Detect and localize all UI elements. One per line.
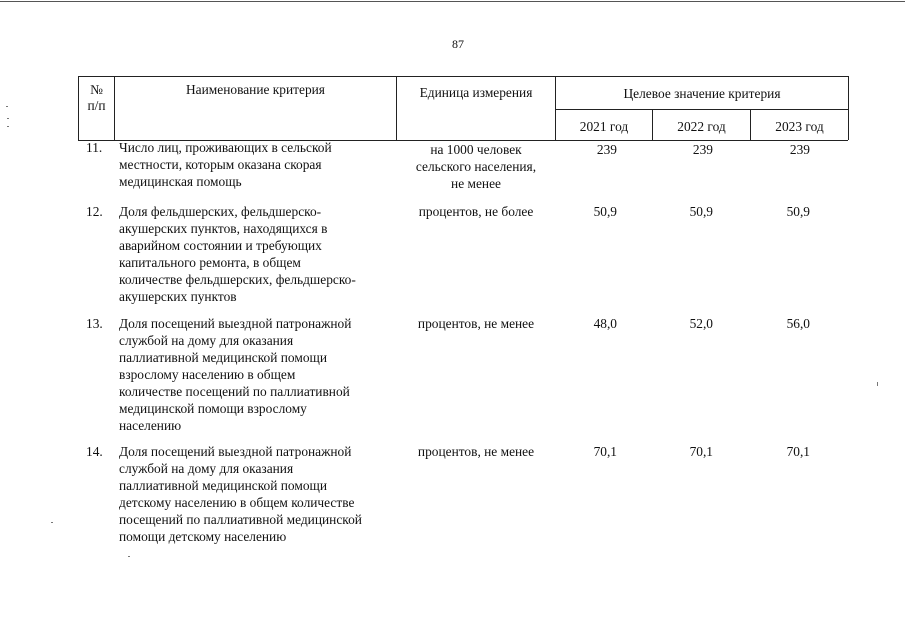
criterion-line: взрослому населению в общем (119, 367, 296, 382)
table-top-border (78, 76, 848, 77)
value-2022: 52,0 (689, 316, 713, 331)
criterion-line: Доля посещений выездной патронажной (119, 444, 352, 459)
criterion-line: Число лиц, проживающих в сельской (119, 140, 332, 155)
criterion-line: паллиативной медицинской помощи (119, 478, 328, 493)
criterion-line: населению (119, 418, 182, 433)
header-num-symbol: № (90, 82, 103, 97)
criterion-line: местности, которым оказана скорая (119, 157, 322, 172)
criterion-line: медицинская помощь (119, 174, 242, 189)
criterion-line: аварийном состоянии и требующих (119, 238, 322, 253)
row-number: 14. (86, 444, 103, 459)
header-target-value: Целевое значение критерия (623, 86, 781, 101)
criterion-line: Доля посещений выездной патронажной (119, 316, 352, 331)
criterion-line: акушерских пунктов (119, 289, 237, 304)
header-criterion: Наименование критерия (186, 82, 325, 97)
criterion-line: количестве посещений по паллиативной (119, 384, 350, 399)
criterion-line: службой на дому для оказания (119, 461, 294, 476)
value-2022: 70,1 (689, 444, 713, 459)
unit-line: процентов, не более (418, 204, 534, 219)
row-number: 12. (86, 204, 103, 219)
value-2021: 239 (596, 142, 617, 157)
unit-line: процентов, не менее (417, 316, 535, 331)
unit-line: не менее (451, 176, 501, 191)
scan-speck (7, 126, 9, 127)
scan-top-edge (0, 1, 905, 2)
scan-speck (877, 382, 878, 386)
scan-speck (6, 106, 8, 107)
criterion-line: капитального ремонта, в общем (119, 255, 301, 270)
criterion-line: медицинской помощи взрослому (119, 401, 307, 416)
criterion-line: паллиативной медицинской помощи (119, 350, 328, 365)
value-2021: 48,0 (593, 316, 617, 331)
year-header-divider (555, 109, 848, 110)
scan-speck (7, 118, 9, 119)
value-2021: 50,9 (593, 204, 617, 219)
value-2023: 56,0 (786, 316, 810, 331)
value-2023: 239 (789, 142, 810, 157)
row-number: 11. (86, 140, 103, 155)
row-number: 13. (86, 316, 103, 331)
criterion-line: Доля фельдшерских, фельдшерско- (119, 204, 322, 219)
value-2021: 70,1 (593, 444, 617, 459)
value-2022: 239 (692, 142, 713, 157)
scan-speck (128, 556, 130, 557)
criterion-line: помощи детскому населению (119, 529, 287, 544)
unit-line: процентов, не менее (417, 444, 535, 459)
page-number: 87 (452, 37, 464, 51)
criterion-line: службой на дому для оказания (119, 333, 294, 348)
value-2022: 50,9 (689, 204, 713, 219)
criterion-line: акушерских пунктов, находящихся в (119, 221, 328, 236)
criterion-line: количестве фельдшерских, фельдшерско- (119, 272, 356, 287)
header-unit: Единица измерения (419, 85, 533, 100)
value-2023: 50,9 (786, 204, 810, 219)
header-num-pp: п/п (87, 98, 106, 113)
criterion-line: детскому населению в общем количестве (119, 495, 355, 510)
header-year-2023: 2023 год (775, 119, 824, 134)
table-right-border (848, 76, 849, 140)
unit-line: сельского населения, (415, 159, 537, 174)
header-year-2021: 2021 год (579, 119, 629, 134)
criterion-line: посещений по паллиативной медицинской (119, 512, 362, 527)
scan-speck (51, 522, 53, 523)
header-year-2022: 2022 год (677, 119, 726, 134)
value-2023: 70,1 (786, 444, 810, 459)
unit-line: на 1000 человек (430, 142, 522, 157)
